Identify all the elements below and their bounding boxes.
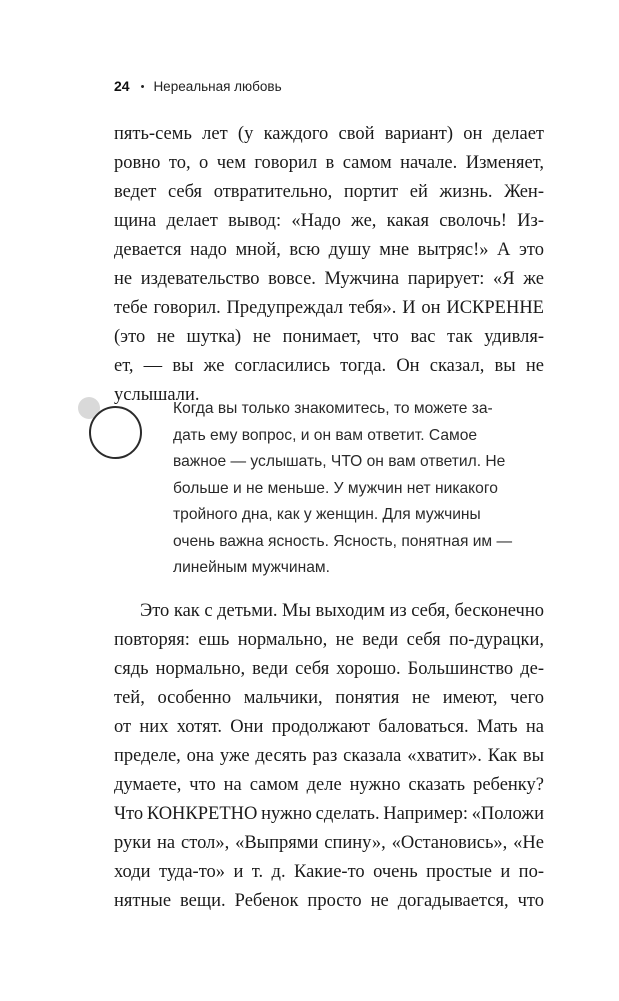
callout-line: тройного дна, как у женщин. Для мужчины <box>173 506 481 523</box>
text-line: (это не шутка) не понимает, что вас так удивля- <box>114 327 544 347</box>
text-line: услышали. <box>114 385 200 405</box>
book-title: Нереальная любовь <box>153 79 282 94</box>
text-line: ведет себя отвратительно, портит ей жизнь. Жен- <box>114 182 544 202</box>
circle-icon <box>77 396 157 476</box>
text-line: руки на стол», «Выпрями спину», «Остановись», «Не <box>114 833 544 853</box>
text-line: сядь нормально, веди себя хорошо. Большинство де- <box>114 659 544 679</box>
text-line: пять-семь лет (у каждого свой вариант) он делает <box>114 124 544 144</box>
text-line: ровно то, о чем говорил в самом начале. Изменяет, <box>114 153 544 173</box>
text-line: нятные вещи. Ребенок просто не догадывается, что <box>114 891 544 911</box>
text-line: ходи туда-то» и т. д. Какие-то очень простые и по- <box>114 862 544 882</box>
text-line: думаете, что на самом деле нужно сказать ребенку? <box>114 775 544 795</box>
circle-icon-ring <box>90 407 141 458</box>
text-line: девается надо мной, всю душу мне вытряс!» А это <box>114 240 544 260</box>
text-line: щина делает вывод: «Надо же, какая сволочь! Из- <box>114 211 544 231</box>
page-number: 24 <box>114 78 130 94</box>
running-head <box>114 78 282 94</box>
text-line: пределе, она уже десять раз сказала «хватит». Как вы <box>114 746 544 766</box>
text-line: от них хотят. Они продолжают баловаться. Мать на <box>114 717 544 737</box>
header-separator: • <box>140 81 145 93</box>
text-line: не издевательство вовсе. Мужчина парирует: «Я же <box>114 269 544 289</box>
paragraph-2 <box>114 597 544 916</box>
text-line: Что КОНКРЕТНО нужно сделать. Например: «Положи <box>114 804 544 824</box>
callout-box <box>173 396 543 582</box>
text-line: тебе говорил. Предупреждал тебя». И он ИСКРЕННЕ <box>114 298 544 318</box>
text-line: ет, — вы же согласились тогда. Он сказал, вы не <box>114 356 544 376</box>
paragraph-1 <box>114 120 544 410</box>
text-line: тей, особенно мальчики, понятия не имеют, чего <box>114 688 544 708</box>
callout-line: важное — услышать, ЧТО он вам ответил. Не <box>173 453 506 470</box>
text-line: Это как с детьми. Мы выходим из себя, бесконечно <box>140 601 544 621</box>
text-line: повторяя: ешь нормально, не веди себя по-дурацки, <box>114 630 544 650</box>
callout-line: Когда вы только знакомитесь, то можете за- <box>173 400 493 417</box>
callout-line: дать ему вопрос, и он вам ответит. Самое <box>173 426 478 444</box>
callout-line: больше и не меньше. У мужчин нет никакого <box>173 479 498 497</box>
callout-line: линейным мужчинам. <box>173 559 330 576</box>
callout-line: очень важна ясность. Ясность, понятная им — <box>173 532 513 550</box>
